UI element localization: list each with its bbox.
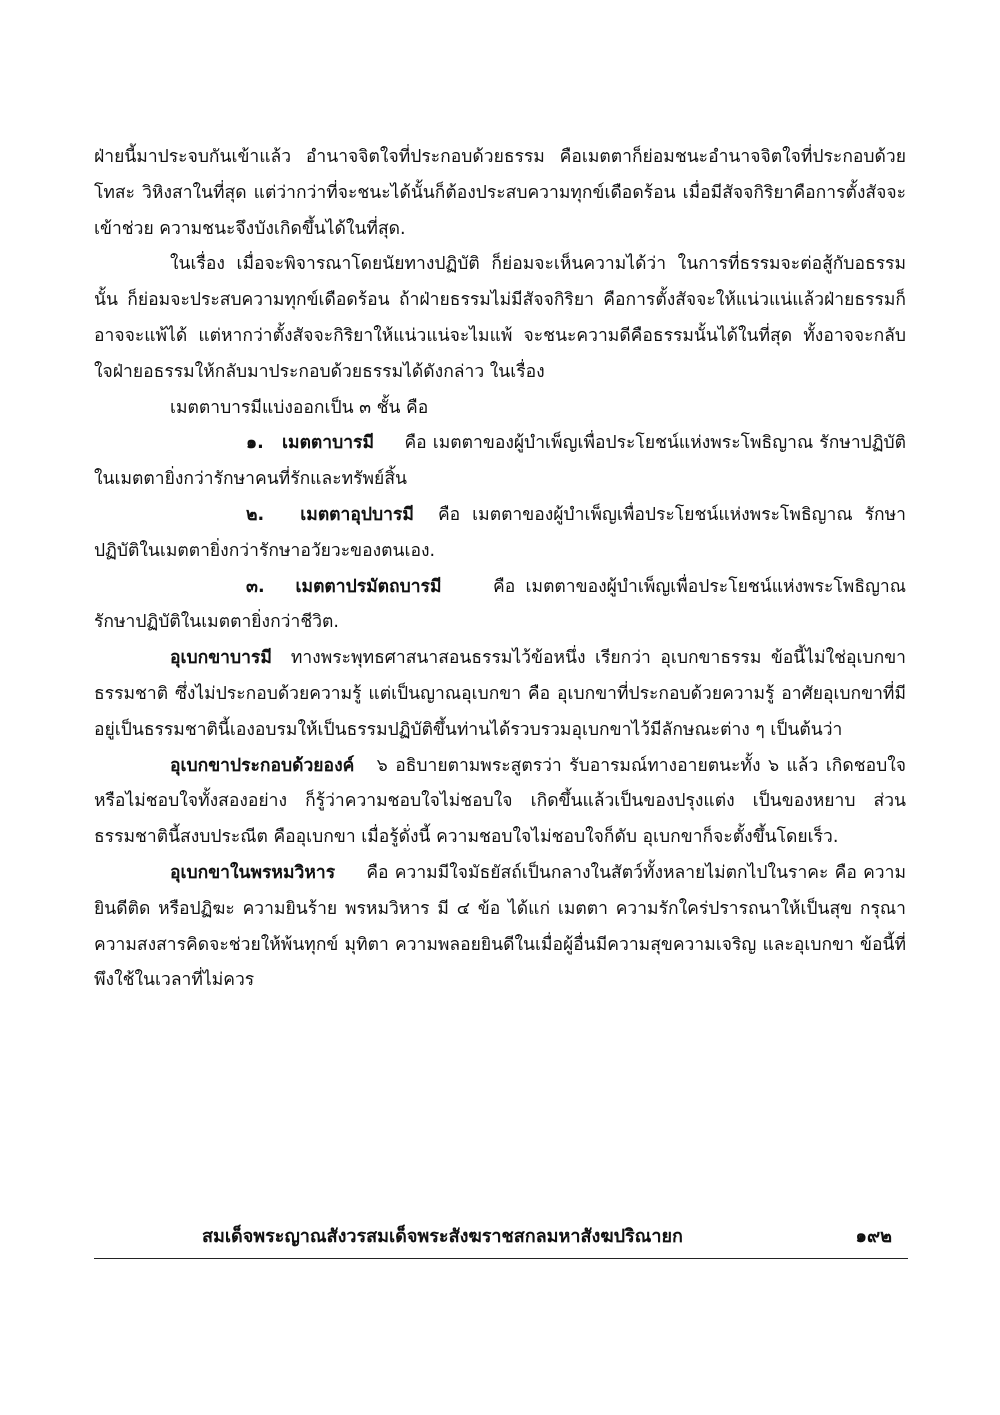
item-text: คือ เมตตาของผู้บำเพ็ญเพื่อประโยชน์แห่งพระโพธิญาณ รักษาปฏิบัติในเมตตายิ่งกว่ารักษาอวัยวะของตนเอง. — [94, 504, 906, 561]
paragraph-metta-levels-intro: เมตตาบารมีแบ่งออกเป็น ๓ ชั้น คือ — [170, 397, 429, 418]
upekkha-paragraph — [94, 749, 906, 856]
item-term: เมตตาอุปบารมี — [300, 504, 414, 525]
paragraph-practice: ในเรื่อง เมื่อจะพิจารณาโดยนัยทางปฏิบัติ ก็ย่อมจะเห็นความได้ว่า ในการที่ธรรมจะต่อสู้กับอธรรมนั้น ก็ย่อมจะประสบความทุกข์เดือดร้อน ถ้าฝ่ายธรรมไม่มีสัจจกิริยา คือการตั้งสัจจะให้แน่วแน่แล้วฝ่ายธรรมก็อาจจะแพ้ได้ แต่หากว่าตั้งสัจจะกิริยาให้แน่วแน่จะไมแพ้ จะชนะความดีคือธรรมนั้นได้ในที่สุด ทั้งอาจจะกลับใจฝ่ายอธรรมให้กลับมาประกอบด้วยธรรมได้ดังกล่าว ในเรื่อง — [94, 254, 906, 382]
item-number: ๓. — [246, 576, 265, 597]
upekkha-paragraph — [94, 856, 906, 999]
upekkha-term: อุเบกขาประกอบด้วยองค์ — [170, 755, 355, 776]
upekkha-term: อุเบกขาบารมี — [170, 648, 272, 669]
item-number: ๑. — [246, 433, 264, 454]
item-text: คือ เมตตาของผู้บำเพ็ญเพื่อประโยชน์แห่งพระโพธิญาณ รักษาปฏิบัติในเมตตายิ่งกว่ารักษาคนที่รักและทรัพย์สิ้น — [94, 433, 906, 490]
item-text: คือ เมตตาของผู้บำเพ็ญเพื่อประโยชน์แห่งพระโพธิญาณ รักษาปฏิบัติในเมตตายิ่งกว่าชีวิต. — [94, 576, 906, 633]
upekkha-text: ทางพระพุทธศาสนาสอนธรรมไว้ข้อหนึ่ง เรียกว่า อุเบกขาธรรม ข้อนี้ไม่ใช่อุเบกขาธรรมชาติ ซึ่งไม่ประกอบด้วยความรู้ แต่เป็นญาณอุเบกขา คือ อุเบกขาที่ประกอบด้วยความรู้ อาศัยอุเบกขาที่มีอยู่เป็นธรรมชาตินี้เองอบรมให้เป็นธรรมปฏิบัติขึ้นท่านได้รวบรวมอุเบกขาไว้มีลักษณะต่าง ๆ เป็นต้นว่า — [94, 648, 906, 740]
upekkha-text: ๖ อธิบายตามพระสูตรว่า รับอารมณ์ทางอายตนะทั้ง ๖ แล้ว เกิดชอบใจ หรือไม่ชอบใจทั้งสองอย่าง ก็รู้ว่าความชอบใจไม่ชอบใจ เกิดขึ้นแล้วเป็นของปรุงแต่ง เป็นของหยาบ ส่วนธรรมชาตินี้สงบประณีต คืออุเบกขา เมื่อรู้ดั่งนี้ ความชอบใจไม่ชอบใจก็ดับ อุเบกขาก็จะตั้งขึ้นโดยเร็ว. — [94, 755, 906, 848]
paragraph-intro: ฝ่ายนี้มาประจบกันเข้าแล้ว อำนาจจิตใจที่ประกอบด้วยธรรม คือเมตตาก็ย่อมชนะอำนาจจิตใจที่ประกอบด้วยโทสะ วิหิงสาในที่สุด แต่ว่ากว่าที่จะชนะได้นั้นก็ต้องประสบความทุกข์เดือดร้อน เมื่อมีสัจจกิริยาคือการตั้งสัจจะเข้าช่วย ความชนะจึงบังเกิดขึ้นได้ในที่สุด. — [94, 147, 906, 239]
footer-divider — [94, 1258, 908, 1259]
upekkha-term: อุเบกขาในพรหมวิหาร — [170, 862, 336, 883]
item-term: เมตตาบารมี — [282, 433, 374, 454]
metta-level-item — [94, 570, 906, 642]
page-number: ๑๙๒ — [855, 1226, 892, 1247]
upekkha-paragraph — [94, 641, 906, 748]
metta-level-item — [94, 498, 906, 570]
page-footer — [94, 1222, 906, 1262]
item-term: เมตตาปรมัตถบารมี — [295, 576, 442, 597]
item-number: ๒. — [246, 504, 265, 525]
body-text — [94, 140, 906, 999]
upekkha-text: คือ ความมีใจมัธยัสถ์เป็นกลางในสัตว์ทั้งหลายไม่ตกไปในราคะ คือ ความยินดีติด หรือปฏิฆะ ความยินร้าย พรหมวิหาร มี ๔ ข้อ ได้แก่ เมตตา ความรักใคร่ปรารถนาให้เป็นสุข กรุณา ความสงสารคิดจะช่วยให้พ้นทุกข์ มุทิตา ความพลอยยินดีในเมื่อผู้อื่นมีความสุขความเจริญ และอุเบกขา ข้อนี้ที่พึงใช้ในเวลาที่ไม่ควร — [94, 862, 906, 991]
metta-level-item — [94, 426, 906, 498]
footer-title: สมเด็จพระญาณสังวรสมเด็จพระสังฆราชสกลมหาสังฆปริณายก — [202, 1226, 683, 1247]
